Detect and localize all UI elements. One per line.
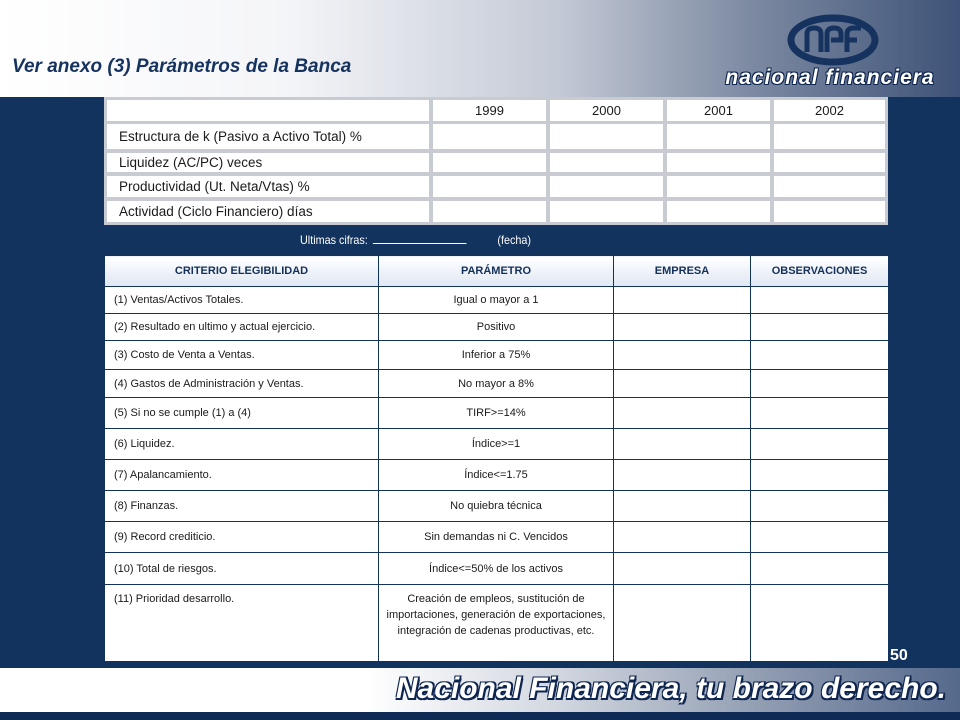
criterion-cell: (8) Finanzas. (105, 491, 379, 522)
year-header-2001: 2001 (667, 100, 770, 121)
parameter-cell: TIRF>=14% (379, 398, 614, 429)
observaciones-cell[interactable] (751, 585, 889, 662)
parameter-cell: Positivo (379, 314, 614, 341)
indicator-value-cell[interactable] (433, 153, 546, 172)
indicator-value-cell[interactable] (774, 124, 885, 149)
observaciones-cell[interactable] (751, 398, 889, 429)
footer-slogan: Nacional Financiera, tu brazo derecho. (395, 672, 946, 705)
table-row (105, 287, 889, 314)
financial-indicators-table (104, 97, 888, 225)
year-header-2000: 2000 (550, 100, 663, 121)
latest-figures-label: Ultimas cifras: (300, 233, 368, 247)
criterion-cell: (9) Record crediticio. (105, 522, 379, 553)
observaciones-cell[interactable] (751, 553, 889, 585)
parameter-cell: Índice<=1.75 (379, 460, 614, 491)
observaciones-cell[interactable] (751, 370, 889, 398)
table-row (105, 553, 889, 585)
criterion-cell: (2) Resultado en ultimo y actual ejercicio. (105, 314, 379, 341)
empresa-cell[interactable] (614, 585, 751, 662)
table-row (105, 585, 889, 662)
column-header-empresa: EMPRESA (614, 256, 751, 287)
empresa-cell[interactable] (614, 460, 751, 491)
parameter-cell: Índice<=50% de los activos (379, 553, 614, 585)
bottom-band (0, 712, 960, 720)
column-header-observaciones: OBSERVACIONES (751, 256, 889, 287)
page-number: 50 (890, 647, 908, 664)
indicator-label: Estructura de k (Pasivo a Activo Total) % (107, 124, 429, 149)
criterion-cell: (4) Gastos de Administración y Ventas. (105, 370, 379, 398)
criterion-cell: (10) Total de riesgos. (105, 553, 379, 585)
empresa-cell[interactable] (614, 553, 751, 585)
parameter-cell: Inferior a 75% (379, 341, 614, 370)
year-header-2002: 2002 (774, 100, 885, 121)
empresa-cell[interactable] (614, 429, 751, 460)
table-row (105, 370, 889, 398)
parameter-cell: No mayor a 8% (379, 370, 614, 398)
indicator-value-cell[interactable] (550, 124, 663, 149)
date-label: (fecha) (497, 233, 532, 247)
empresa-cell[interactable] (614, 370, 751, 398)
indicator-value-cell[interactable] (774, 201, 885, 222)
indicator-value-cell[interactable] (550, 153, 663, 172)
indicator-value-cell[interactable] (667, 176, 770, 197)
column-header-parametro: PARÁMETRO (379, 256, 614, 287)
observaciones-cell[interactable] (751, 491, 889, 522)
criterion-cell: (11) Prioridad desarrollo. (105, 585, 379, 662)
observaciones-cell[interactable] (751, 460, 889, 491)
table-row (105, 491, 889, 522)
logo-text: nacional financiera (725, 66, 935, 89)
observaciones-cell[interactable] (751, 522, 889, 553)
nafin-logo (705, 14, 955, 92)
latest-figures-line (300, 233, 531, 247)
indicator-value-cell[interactable] (774, 176, 885, 197)
empresa-cell[interactable] (614, 398, 751, 429)
empresa-cell[interactable] (614, 491, 751, 522)
criterion-cell: (3) Costo de Venta a Ventas. (105, 341, 379, 370)
indicator-label: Productividad (Ut. Neta/Vtas) % (107, 176, 429, 197)
observaciones-cell[interactable] (751, 341, 889, 370)
indicator-value-cell[interactable] (550, 176, 663, 197)
table-row (105, 460, 889, 491)
observaciones-cell[interactable] (751, 287, 889, 314)
indicator-value-cell[interactable] (550, 201, 663, 222)
table-row (105, 429, 889, 460)
indicator-value-cell[interactable] (433, 201, 546, 222)
empresa-cell[interactable] (614, 341, 751, 370)
table-row (105, 398, 889, 429)
empresa-cell[interactable] (614, 287, 751, 314)
observaciones-cell[interactable] (751, 429, 889, 460)
year-header-1999: 1999 (433, 100, 546, 121)
empresa-cell[interactable] (614, 522, 751, 553)
parameter-cell: Sin demandas ni C. Vencidos (379, 522, 614, 553)
indicator-value-cell[interactable] (433, 176, 546, 197)
criterion-cell: (5) Si no se cumple (1) a (4) (105, 398, 379, 429)
indicator-value-cell[interactable] (667, 153, 770, 172)
observaciones-cell[interactable] (751, 314, 889, 341)
table-row (105, 522, 889, 553)
table-corner-cell (107, 100, 429, 121)
column-header-criterio: CRITERIO ELEGIBILIDAD (105, 256, 379, 287)
indicator-label: Actividad (Ciclo Financiero) días (107, 201, 429, 222)
table-row (105, 314, 889, 341)
slide-title: Ver anexo (3) Parámetros de la Banca (12, 56, 352, 77)
indicator-value-cell[interactable] (433, 124, 546, 149)
parameter-cell: Igual o mayor a 1 (379, 287, 614, 314)
table-row (105, 341, 889, 370)
eligibility-criteria-table (104, 255, 889, 662)
parameter-cell: No quiebra técnica (379, 491, 614, 522)
date-blank-field[interactable] (373, 233, 467, 244)
indicator-value-cell[interactable] (774, 153, 885, 172)
parameter-cell: Índice>=1 (379, 429, 614, 460)
criterion-cell: (6) Liquidez. (105, 429, 379, 460)
parameter-cell: Creación de empleos, sustitución de importaciones, generación de exportaciones, integración de cadenas productivas, etc. (379, 585, 614, 662)
indicator-value-cell[interactable] (667, 201, 770, 222)
nafin-logo-icon (787, 14, 879, 66)
criterion-cell: (1) Ventas/Activos Totales. (105, 287, 379, 314)
empresa-cell[interactable] (614, 314, 751, 341)
criterion-cell: (7) Apalancamiento. (105, 460, 379, 491)
indicator-value-cell[interactable] (667, 124, 770, 149)
indicator-label: Liquidez (AC/PC) veces (107, 153, 429, 172)
